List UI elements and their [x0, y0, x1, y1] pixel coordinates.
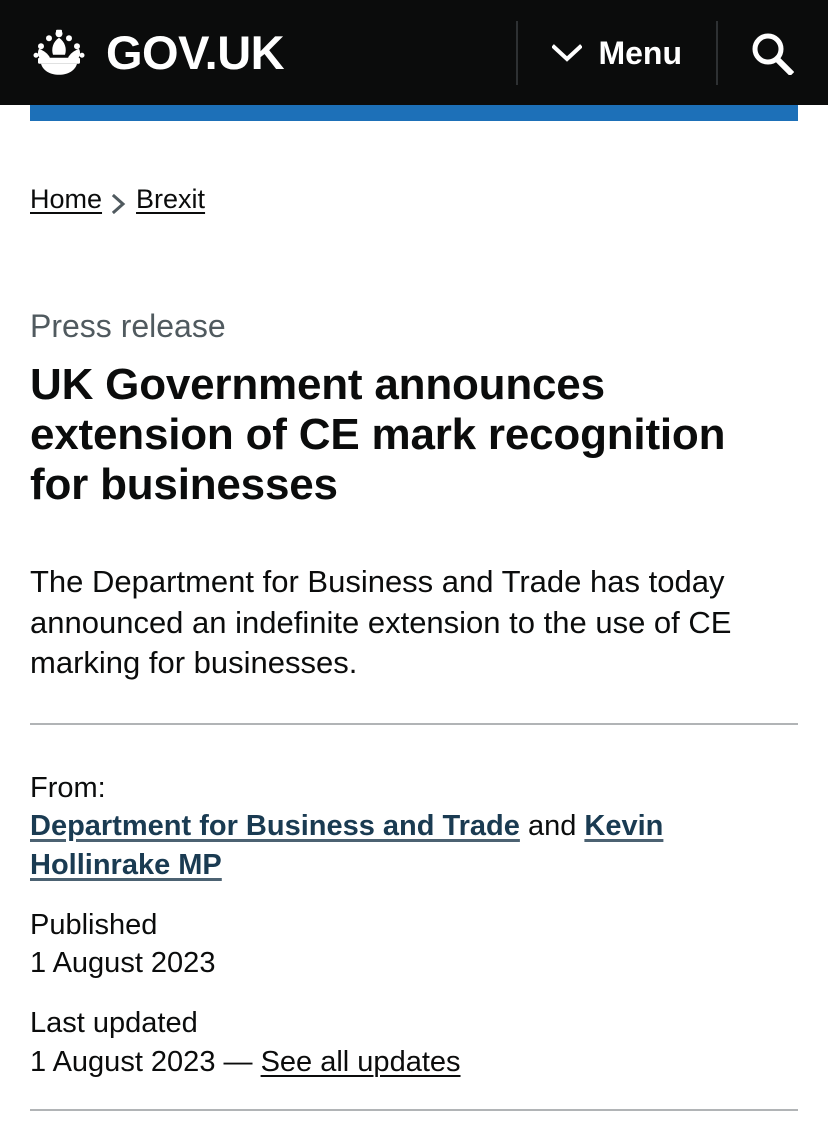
- breadcrumb-item-home[interactable]: Home: [30, 184, 103, 214]
- main-content: [0, 183, 828, 1111]
- site-header: [0, 0, 828, 105]
- see-all-updates-link[interactable]: See all updates: [260, 1045, 461, 1078]
- brand-text: GOV.UK: [106, 26, 285, 79]
- last-updated-label: Last updated: [30, 1007, 198, 1040]
- metadata-block: [30, 769, 798, 1111]
- published-date: 1 August 2023: [30, 947, 216, 980]
- menu-button[interactable]: [522, 34, 712, 71]
- header-accent-strip: [30, 105, 798, 121]
- chevron-down-icon: [552, 44, 582, 62]
- metadata-published: [30, 906, 798, 983]
- metadata-divider: [30, 1109, 798, 1111]
- breadcrumb-item-brexit[interactable]: Brexit: [136, 184, 206, 214]
- breadcrumb: [30, 183, 798, 215]
- page-title: UK Government announces extension of CE mark recognition for businesses: [30, 359, 726, 510]
- crown-icon: [26, 27, 92, 79]
- last-updated-date: 1 August 2023: [30, 1045, 216, 1078]
- from-conjunction: and: [519, 810, 585, 843]
- document-type-label: Press release: [30, 308, 226, 345]
- article-summary: The Department for Business and Trade has today announced an indefinite extension to the use of CE marking for businesses.: [30, 564, 732, 680]
- chevron-right-icon: [112, 189, 126, 209]
- last-updated-separator: —: [215, 1045, 261, 1078]
- metadata-last-updated: [30, 1004, 798, 1081]
- govuk-logo-link[interactable]: [26, 27, 512, 79]
- from-organisation-link[interactable]: Department for Business and Trade: [30, 810, 520, 843]
- metadata-from: [30, 769, 798, 884]
- search-icon: [750, 31, 794, 75]
- from-person-link[interactable]: Kevin Hollinrake MP: [30, 810, 664, 881]
- content-divider: [30, 723, 798, 725]
- menu-label: Menu: [598, 34, 682, 71]
- search-button[interactable]: [722, 31, 802, 75]
- header-divider-right: [716, 21, 718, 85]
- header-divider-left: [516, 21, 518, 85]
- from-label: From:: [30, 772, 106, 805]
- published-label: Published: [30, 908, 158, 941]
